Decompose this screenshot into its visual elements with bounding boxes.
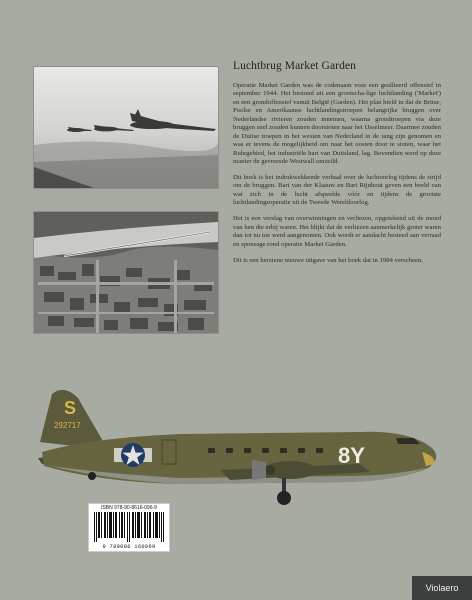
photo-aerial-bridge [34,212,218,333]
photo-aircraft-formation [34,67,218,188]
back-cover-text [233,60,441,273]
isbn-digits: 9 789086 160969 [102,544,156,550]
paragraph-edition: Dit is een herziene nieuwe uitgave van het boek dat in 1984 verscheen. [233,256,423,264]
paragraph-story: Dit boek is het indrukwekkende verhaal over de luchtoorlog tijdens de strijd om de bruggen. Bart van der Klaauw en Bart Rijnhout geven een beeld van wat zich in de lucht afspeelde vóór en tijdens de grootste luchtlandingsoperatie uit de Tweede Wereldoorlog. [233,174,441,207]
barcode-bars [94,512,164,542]
isbn-barcode [88,503,170,552]
publisher-logo: Violaero [412,576,472,600]
paragraph-intro: Operatie Market Garden was de codenaam voor een geallieerd offensief in september 1944. Het bestond uit een grootscha-lige luchtlanding ('Market') en een grondoffensief vanuit België (Garden). Het plan hield in dat de Britse, Poolse en Amerikaanse luchtlandingstroepen belangrijke bruggen over Nederlandse rivieren zouden innemen, waarna grondtroepen via deze bruggen snel zouden kunnen doorstoten naar het IJsselmeer. Daarmee zouden de Duitse troepen in het westen van Nederland in de tang zijn genomen en was er tevens de mogelijkheid om naar het oosten door te stoten, waar het Ruhrgebied, het industriële hart van Duitsland, lag. Bovendien werd op deze manier de gevreesde Westwall omzeild. [233,82,441,166]
tail-letter: S [64,398,77,418]
book-title: Luchtbrug Market Garden [233,60,357,72]
isbn-label: ISBN 978-90-8616-096-9 [101,505,157,511]
tail-serial: 292717 [54,421,81,430]
c47-aircraft-illustration [30,372,450,522]
paragraph-losses: Het is een verslag van overwinningen en verliezen, opgetekend uit de mond van hen die erbij waren. Het blijkt dat de verliezen aanmerkelijk groter waren dan tot nu toe werd aangenomen. Ook wordt er aandacht besteed aan verraad en sponsage rond operatie Market Garden. [233,215,441,248]
nose-code: 8Y [338,443,365,468]
